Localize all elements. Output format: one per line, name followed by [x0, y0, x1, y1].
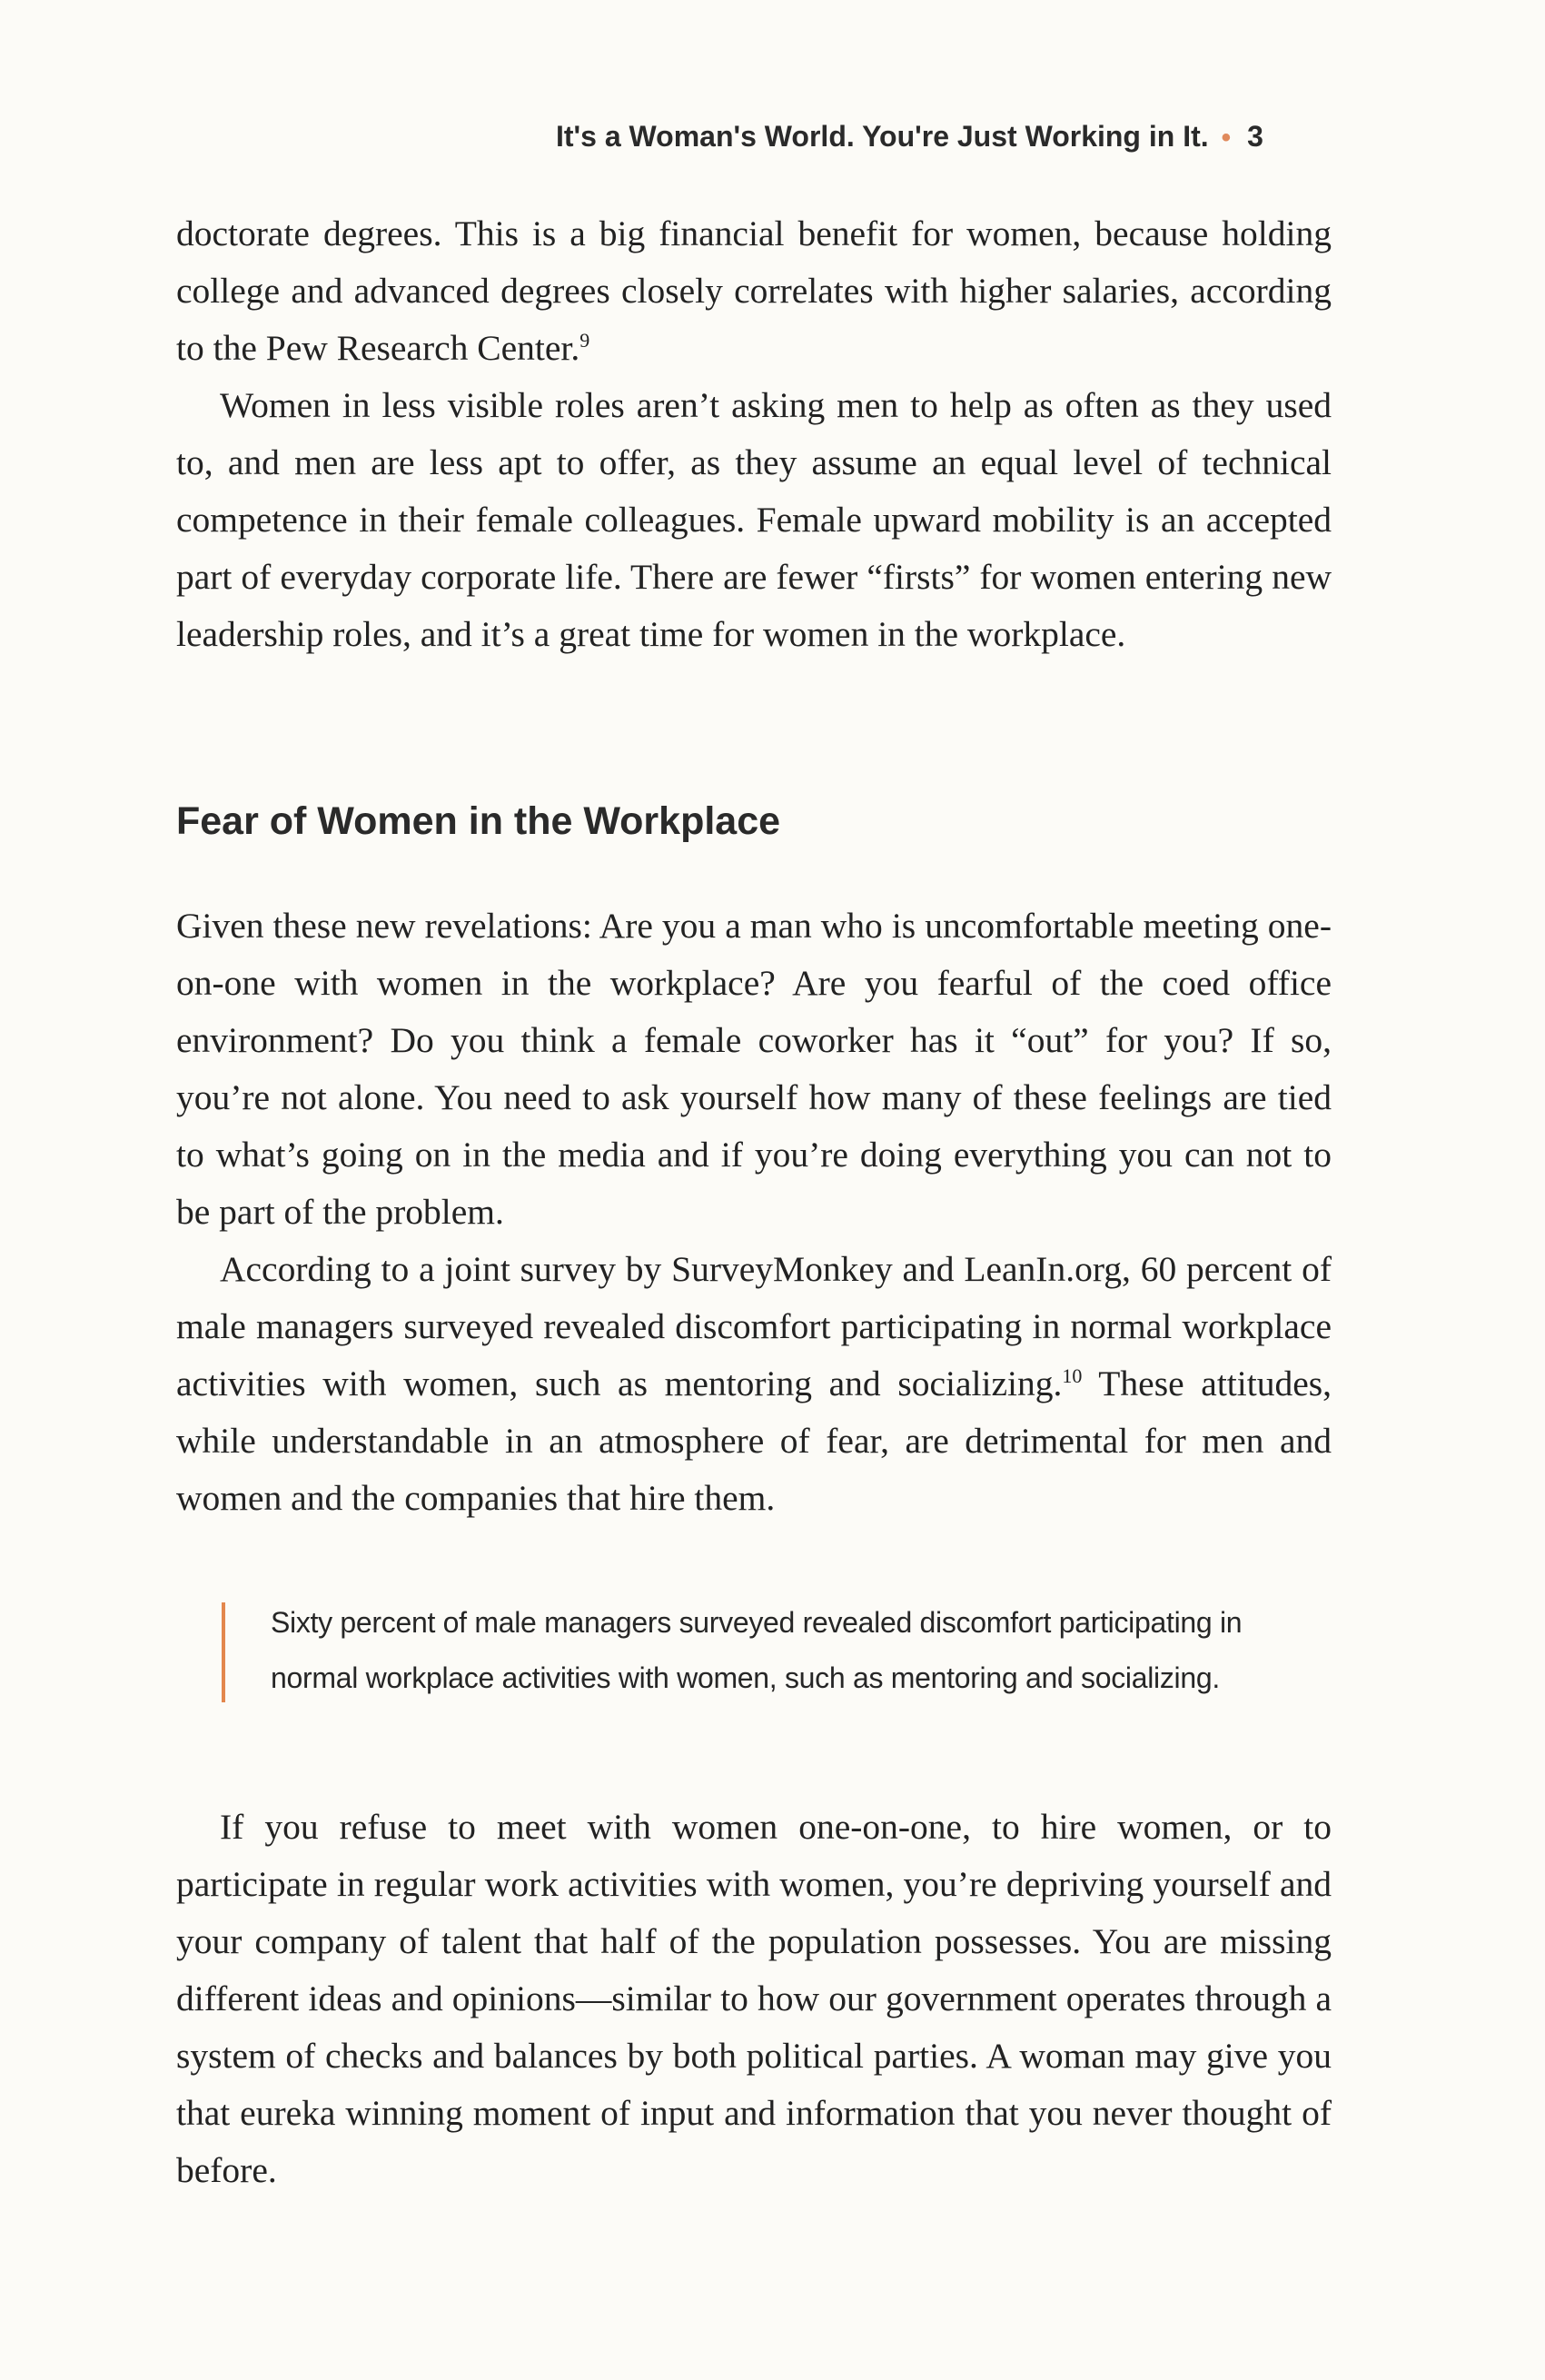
page-number: 3 — [1247, 120, 1263, 153]
pull-quote — [222, 1595, 1339, 1704]
paragraph-text-continued: These attitudes, while understandable in an atmosphere of fear, are detrimental for men and women and the companies that hire them. — [176, 1364, 1332, 1518]
running-title: It's a Woman's World. You're Just Working in It. — [556, 120, 1209, 153]
closing-section — [176, 1799, 1332, 2199]
paragraph-refuse-to-meet: If you refuse to meet with women one-on-one, to hire women, or to participate in regular work activities with women, you’re depriving yourself and your company of talent that half of the population possesses. You are missing different ideas and opinions—similar to how our government operates through a system of checks and balances by both political parties. A woman may give you that eureka winning moment of input and information that you never thought of before. — [176, 1807, 1332, 2190]
paragraph-text: According to a joint survey by SurveyMonkey and LeanIn.org, 60 percent of male managers surveyed revealed discomfort participating in normal workplace activities with women, such as mentoring and socializing. — [176, 1249, 1332, 1403]
footnote-marker: 9 — [579, 328, 590, 352]
paragraph-text: doctorate degrees. This is a big financial benefit for women, because holding college and advanced degrees closely correlates with higher salaries, according to the Pew Research Center. — [176, 213, 1332, 368]
pull-quote-text: Sixty percent of male managers surveyed revealed discomfort participating in normal workplace activities with women, such as mentoring and socializing. — [271, 1606, 1243, 1694]
intro-section — [176, 205, 1332, 663]
bullet-separator: • — [1221, 123, 1232, 153]
running-head — [556, 120, 1346, 154]
section-heading: Fear of Women in the Workplace — [176, 799, 781, 843]
footnote-marker: 10 — [1062, 1364, 1083, 1387]
paragraph-new-revelations: Given these new revelations: Are you a man who is uncomfortable meeting one-on-one with women in the workplace? Are you fearful of the coed office environment? Do you think a female coworker has it “out” for you? If so, you’re not alone. You need to ask yourself how many of these feelings are tied to what’s going on in the media and if you’re doing everything you can not to be part of the problem. — [176, 906, 1332, 1232]
paragraph-doctorate-degrees — [176, 205, 1332, 377]
fear-section — [176, 897, 1332, 1527]
pull-quote-rule — [222, 1602, 225, 1702]
paragraph-less-visible-roles: Women in less visible roles aren’t asking men to help as often as they used to, and men are less apt to offer, as they assume an equal level of technical competence in their female colleagues. Female upward mobility is an accepted part of everyday corporate life. There are fewer “firsts” for women entering new leadership roles, and it’s a great time for women in the workplace. — [176, 385, 1332, 654]
paragraph-joint-survey — [176, 1241, 1332, 1527]
